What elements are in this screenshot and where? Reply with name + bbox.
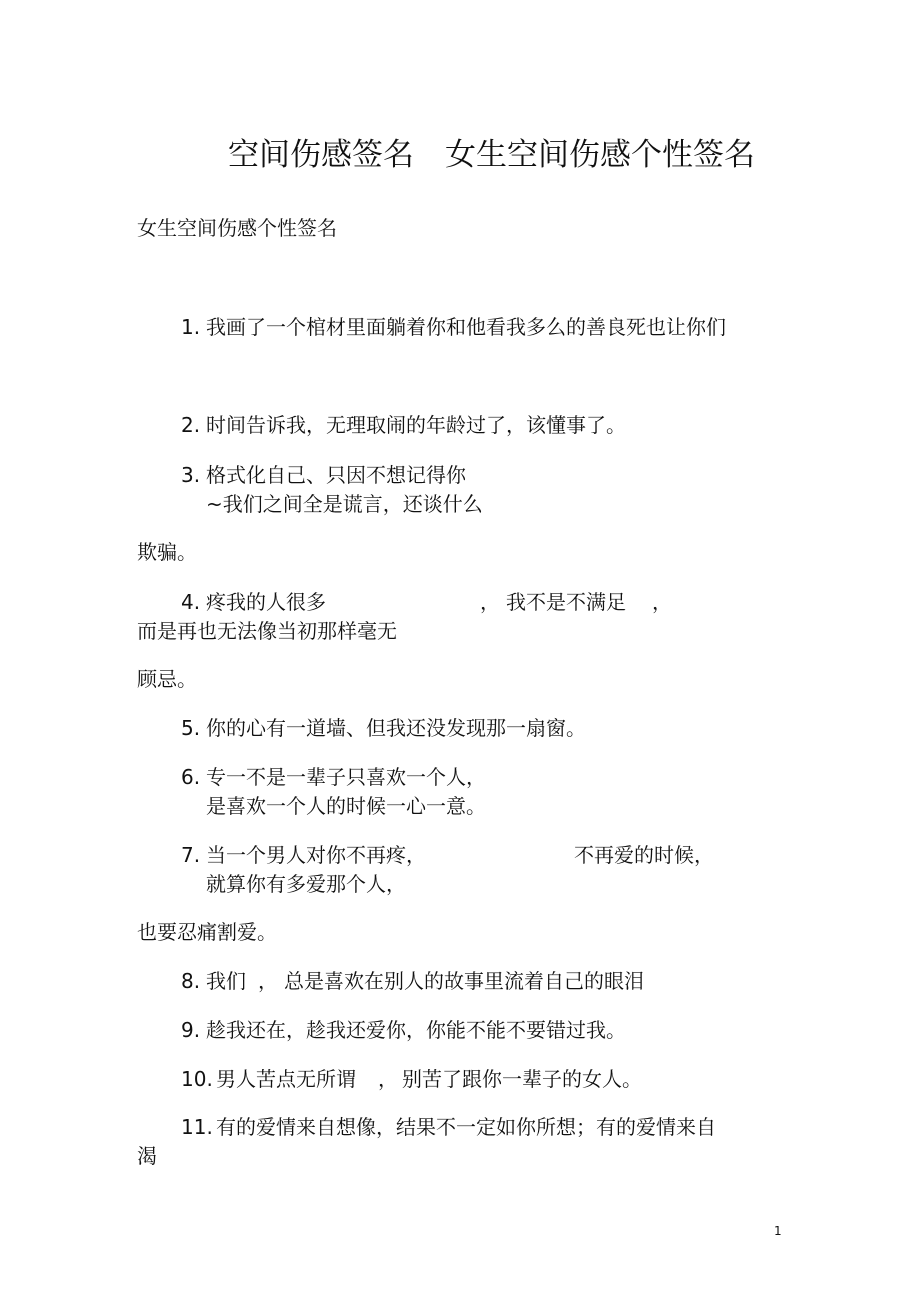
- page-number: 1: [774, 1224, 782, 1238]
- document-title: 空间伤感签名 女生空间伤感个性签名: [228, 137, 755, 173]
- list-item-number: 9.: [181, 1018, 201, 1042]
- list-item-text: 就算你有多爱那个人，: [206, 872, 406, 896]
- list-item-text: ~我们之间全是谎言，还谈什么: [206, 492, 483, 516]
- list-item-text: 当一个男人对你不再疼，: [206, 843, 426, 867]
- list-item-number: 5.: [181, 716, 201, 740]
- list-item-number: 4.: [181, 590, 201, 614]
- list-item-text: 别苦了跟你一辈子的女人。: [402, 1067, 642, 1091]
- list-item-number: 10.: [181, 1067, 213, 1091]
- document-subtitle: 女生空间伤感个性签名: [137, 216, 337, 240]
- list-item-text: 我画了一个棺材里面躺着你和他看我多么的善良死也让你们: [206, 315, 726, 339]
- list-item-text: 专一不是一辈子只喜欢一个人，: [206, 765, 486, 789]
- list-item-text: 总是喜欢在别人的故事里流着自己的眼泪: [284, 969, 644, 993]
- list-item-text: 你的心有一道墙、但我还没发现那一扇窗。: [206, 716, 586, 740]
- list-item-text: 时间告诉我，无理取闹的年龄过了，该懂事了。: [206, 413, 626, 437]
- list-item-number: 6.: [181, 765, 201, 789]
- list-item-text: 趁我还在，趁我还爱你，你能不能不要错过我。: [206, 1018, 626, 1042]
- list-item-text: 男人苦点无所谓: [216, 1067, 356, 1091]
- list-item-text: 不再爱的时候，: [574, 843, 714, 867]
- list-item-number: 3.: [181, 463, 201, 487]
- list-item-text: ，: [258, 969, 278, 993]
- list-item-text: 欺骗。: [137, 540, 197, 564]
- list-item-text: 有的爱情来自想像，结果不一定如你所想；有的爱情来自: [216, 1115, 716, 1139]
- list-item-number: 8.: [181, 969, 201, 993]
- list-item-text: ，: [378, 1067, 398, 1091]
- list-item-text: 也要忍痛割爱。: [137, 920, 277, 944]
- list-item-text: ，: [652, 590, 672, 614]
- list-item-text: 是喜欢一个人的时候一心一意。: [206, 794, 486, 818]
- list-item-text: 渴: [137, 1144, 157, 1168]
- list-item-text: 我不是不满足: [506, 590, 626, 614]
- list-item-number: 1.: [181, 315, 201, 339]
- list-item-text: ，: [480, 590, 500, 614]
- list-item-number: 11.: [181, 1115, 213, 1139]
- list-item-number: 2.: [181, 413, 201, 437]
- list-item-text: 格式化自己、只因不想记得你: [206, 463, 466, 487]
- list-item-text: 顾忌。: [137, 667, 197, 691]
- list-item-text: 疼我的人很多: [206, 590, 326, 614]
- list-item-text: 而是再也无法像当初那样毫无: [137, 619, 397, 643]
- list-item-number: 7.: [181, 843, 201, 867]
- list-item-text: 我们: [206, 969, 246, 993]
